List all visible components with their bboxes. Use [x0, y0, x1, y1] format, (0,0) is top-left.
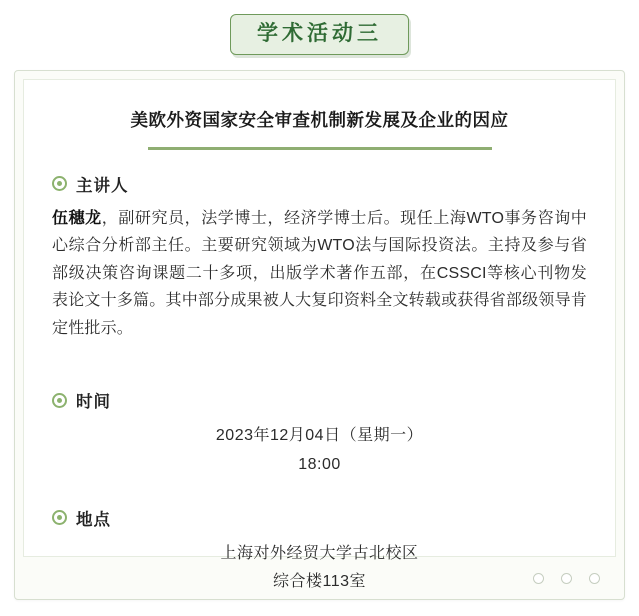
title-divider: [148, 147, 492, 150]
time-date: 2023年12月04日（星期一）: [215, 427, 424, 445]
section-time: [52, 388, 587, 480]
section-speaker-label: 主讲人: [76, 176, 129, 195]
place-line-2: 综合楼113室: [272, 573, 366, 591]
section-time-header: [52, 388, 587, 412]
footer-dot-1: [533, 573, 544, 584]
section-speaker: [52, 172, 587, 343]
section-place-header: [52, 506, 587, 530]
circle-bullet-icon: [52, 510, 67, 525]
speaker-name: 伍穗龙: [52, 209, 102, 227]
circle-bullet-icon: [52, 176, 67, 191]
speaker-bio: [52, 205, 587, 343]
card-footer: [15, 557, 624, 599]
time-value: [52, 422, 587, 480]
section-speaker-header: [52, 172, 587, 196]
circle-bullet-icon: [52, 393, 67, 408]
activity-badge: 学术活动三: [230, 14, 409, 55]
event-card: [14, 70, 625, 600]
footer-dot-3: [589, 573, 600, 584]
speaker-bio-text: ，副研究员，法学博士，经济学博士后。现任上海WTO事务咨询中心综合分析部主任。主要研究领域为WTO法与国际投资法。主持及参与省部级决策咨询课题二十多项，出版学术著作五部，在CSSCI等核心刊物发表论文十多篇。其中部分成果被人大复印资料全文转载或获得省部级领导肯定性批示。: [52, 209, 587, 337]
page-title: 美欧外资国家安全审查机制新发展及企业的因应: [130, 110, 509, 130]
place-line-1: 上海对外经贸大学古北校区: [220, 544, 419, 562]
badge-container: [0, 14, 639, 55]
time-clock: 18:00: [298, 455, 341, 473]
section-place-label: 地点: [76, 510, 111, 529]
event-card-inner: [23, 79, 616, 591]
section-time-label: 时间: [76, 393, 111, 412]
footer-dot-2: [561, 573, 572, 584]
